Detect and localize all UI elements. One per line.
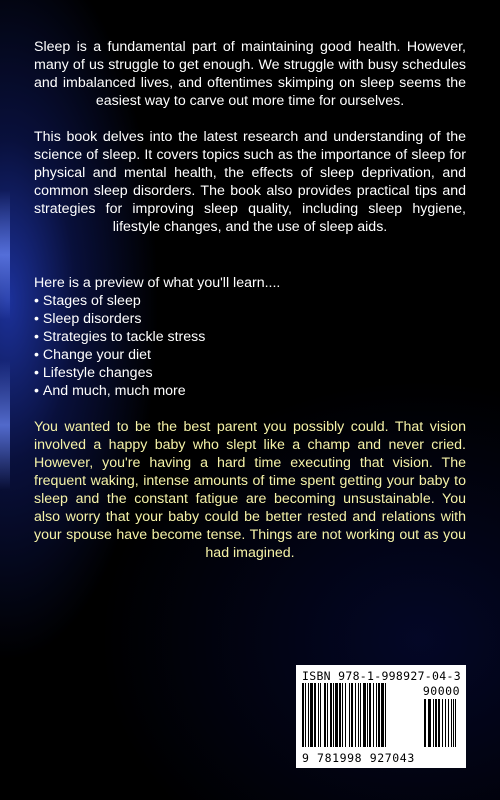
preview-list [34,292,466,400]
preview-intro: Here is a preview of what you'll learn.... [34,275,281,291]
preview-item: • And much, much more [34,382,466,400]
preview-item: • Sleep disorders [34,310,466,328]
preview-section [34,274,466,400]
preview-item: • Lifestyle changes [34,364,466,382]
ean-digits: 9 781998 927043 [302,751,415,765]
glow-stripe [0,190,10,320]
intro-paragraph: Sleep is a fundamental part of maintaining good health. However, many of us struggle to get enough. We struggle with busy schedules and imbalanced lives, and oftentimes skimping on sleep seems the easiest way to carve out more time for ourselves. [34,39,466,109]
isbn-barcode [296,665,466,768]
price-code: 90000 [422,684,460,698]
glow-stripe [0,360,10,490]
isbn-label: ISBN 978-1-998927-04-3 [302,669,461,683]
preview-item: • Strategies to tackle stress [34,328,466,346]
preview-item: • Stages of sleep [34,292,466,310]
book-summary-paragraph: This book delves into the latest research and understanding of the science of sleep. It covers topics such as the importance of sleep for physical and mental health, the effects of sleep deprivation, and common sleep disorders. The book also provides practical tips and strategies for improving sleep quality, including sleep hygiene, lifestyle changes, and the use of sleep aids. [34,129,466,235]
preview-item: • Change your diet [34,346,466,364]
parent-pitch-paragraph: You wanted to be the best parent you possibly could. That vision involved a happy baby who slept like a champ and never cried. However, you're having a hard time executing that vision. The frequent waking, intense amounts of time spent getting your baby to sleep and the constant fatigue are becoming unsustainable. You also worry that your baby could be better rested and relations with your spouse have become tense. Things are not working out as you had imagined. [34,419,466,561]
